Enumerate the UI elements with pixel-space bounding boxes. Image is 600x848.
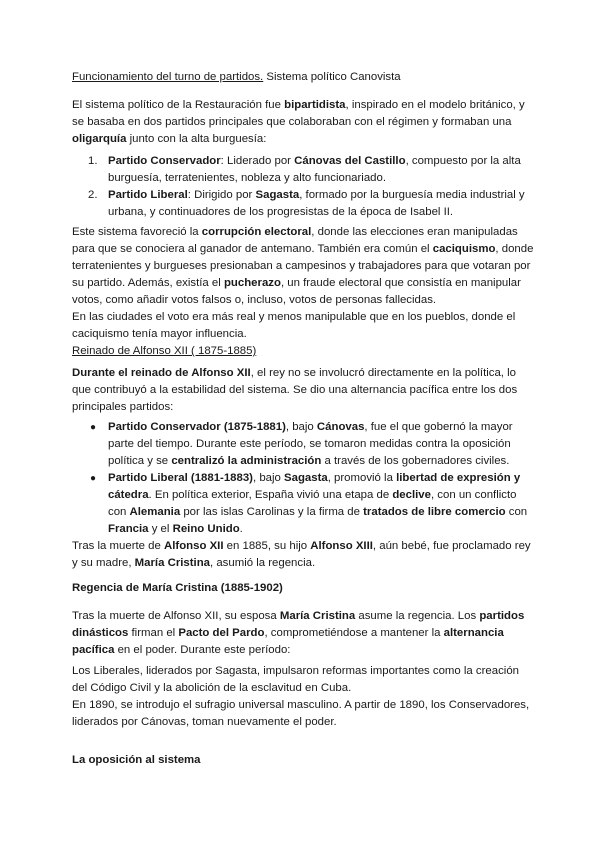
section-title-regencia: Regencia de María Cristina (1885-1902) bbox=[72, 582, 283, 594]
section-title-turno-partidos: Funcionamiento del turno de partidos. Sistema político Canovista bbox=[72, 71, 401, 83]
bullet-icon: ● bbox=[90, 473, 97, 484]
paragraph-sistema-politico: El sistema político de la Restauración fue bipartidista, inspirado en el modelo británico, y se basaba en dos partidos principales que colaboraban con el régimen y formaban una oligarquía junto con la alta burguesía: bbox=[72, 99, 525, 145]
bullet-icon: ● bbox=[90, 422, 97, 433]
section-title-oposicion: La oposición al sistema bbox=[72, 754, 201, 766]
paragraph-corrupcion: Este sistema favoreció la corrupción electoral, donde las elecciones eran manipuladas para que se conociera al ganador de antemano. También era común el caciquismo, donde terratenientes y burgueses presionaban a campesinos y trabajadores para que votaran por su partido. Además, existía el pucherazo, un fraude electoral que consistía en manipular votos, como añadir votos falsos o, incluso, votos de personas fallecidas. En las ciudades el voto era más real y menos manipulable que en los pueblos, donde el caciquismo tenía mayor influencia. bbox=[72, 226, 534, 340]
list-item: 2. Partido Liberal: Dirigido por Sagasta, formado por la burguesía media industrial y urbana, y continuadores de los progresistas de la época de Isabel II. bbox=[88, 189, 525, 218]
bulleted-list-partidos bbox=[72, 419, 534, 538]
numbered-list-partidos bbox=[72, 153, 534, 221]
list-item: 1. Partido Conservador: Liderado por Cánovas del Castillo, compuesto por la alta burguesía, terratenientes, nobleza y alto funcionariado. bbox=[88, 155, 521, 184]
paragraph-liberales: Los Liberales, liderados por Sagasta, impulsaron reformas importantes como la creación del Código Civil y la abolición de la esclavitud en Cuba. En 1890, se introdujo el sufragio universal masculino. A partir de 1890, los Conservadores, liderados por Cánovas, toman nuevamente el poder. bbox=[72, 665, 530, 728]
section-title-alfonso-xii: Reinado de Alfonso XII ( 1875-1885) bbox=[72, 345, 257, 357]
list-item: ● Partido Liberal (1881-1883), bajo Sagasta, promovió la libertad de expresión y cátedra. En política exterior, España vivió una etapa de declive, con un conflicto con Alemania por las islas Carolinas y la firma de tratados de libre comercio con Francia y el Reino Unido. bbox=[90, 472, 528, 535]
list-item: ● Partido Conservador (1875-1881), bajo Cánovas, fue el que gobernó la mayor parte del tiempo. Durante este período, se tomaron medidas contra la oposición política y se centralizó la administración a través de los gobernadores civiles. bbox=[90, 421, 513, 467]
paragraph-reinado: Durante el reinado de Alfonso XII, el rey no se involucró directamente en la política, lo que contribuyó a la estabilidad del sistema. Se dio una alternancia pacífica entre los dos principales partidos: bbox=[72, 367, 518, 413]
paragraph-regencia: Tras la muerte de Alfonso XII, su esposa María Cristina asume la regencia. Los partidos dinásticos firman el Pacto del Pardo, comprometiéndose a mantener la alternancia pacífica en el poder. Durante este período: bbox=[72, 610, 525, 656]
paragraph-sucesion: Tras la muerte de Alfonso XII en 1885, su hijo Alfonso XIII, aún bebé, fue proclamado rey y su madre, María Cristina, asumió la regencia. bbox=[72, 540, 531, 569]
